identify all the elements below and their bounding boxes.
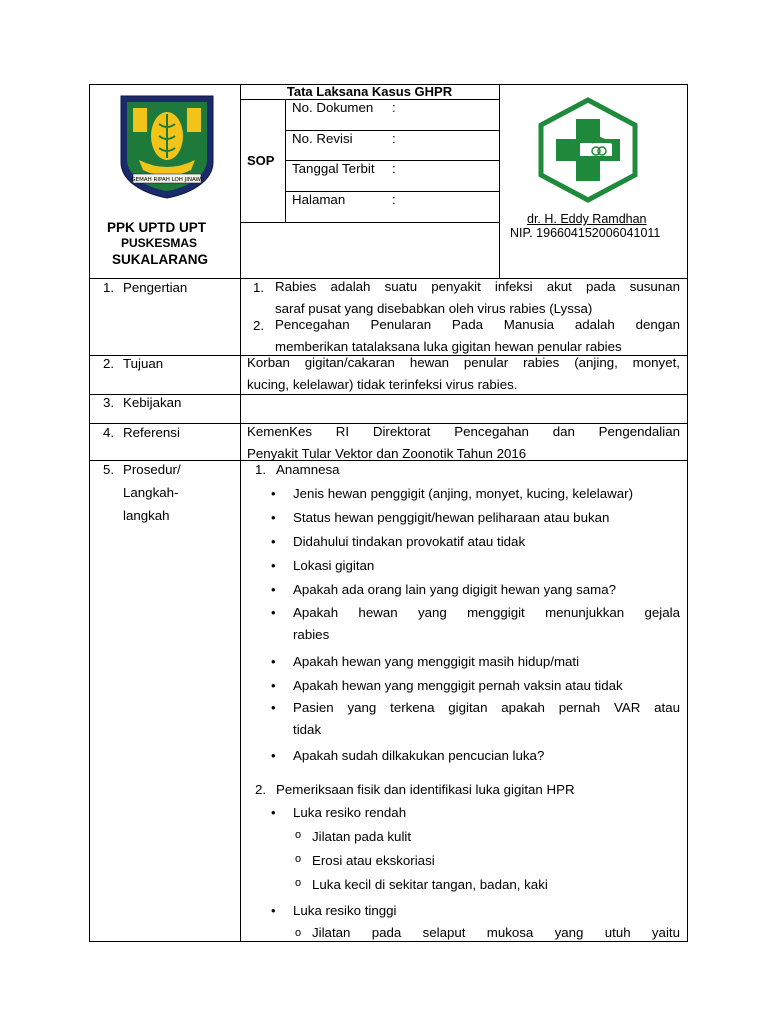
field-halaman (292, 192, 396, 207)
step-title-anamnesa: Anamnesa (276, 462, 340, 477)
text-line: tidak (293, 722, 322, 737)
row-label-prosedur: Prosedur/ (123, 462, 181, 477)
sub-list-item: o Luka kecil di sekitar tangan, badan, kaki (312, 877, 548, 892)
list-item: • Status hewan penggigit/hewan peliharaan atau bukan (293, 510, 609, 525)
text-line: o Jilatan pada selaput mukosa yang utuh yaitu (312, 925, 680, 940)
row-label-kebijakan: Kebijakan (123, 395, 182, 410)
table-border-right (687, 84, 688, 942)
field-no-revisi (292, 131, 396, 146)
step-number: 1. (255, 462, 267, 477)
field-no-dokumen (292, 100, 396, 115)
sub-list-item: o Jilatan pada kulit (312, 829, 411, 844)
text-line: Rabies adalah suatu penyakit infeksi akut pada susunan (275, 279, 680, 294)
list-item: • Luka resiko tinggi (293, 903, 396, 918)
signer-name: dr. H. Eddy Ramdhan (527, 212, 647, 226)
text-line: KemenKes RI Direktorat Pencegahan dan Pengendalian (247, 424, 680, 439)
text-line: Penyakit Tular Vektor dan Zoonotik Tahun 2016 (247, 446, 527, 461)
list-number: 2. (253, 318, 265, 333)
header-col-divider (499, 84, 500, 278)
table-border-left (89, 84, 90, 942)
text-line: kucing, kelelawar) tidak terinfeksi virus rabies. (247, 377, 518, 392)
field-tanggal-terbit (292, 161, 396, 176)
row-number: 4. (103, 425, 115, 440)
row-number: 1. (103, 280, 115, 295)
puskesmas-logo-icon (536, 97, 640, 203)
row-label-referensi: Referensi (123, 425, 180, 440)
field-separator: : (392, 100, 396, 115)
field-divider (240, 222, 499, 223)
text-line: • Apakah hewan yang menggigit menunjukkan gejala (293, 605, 680, 620)
list-item (293, 697, 680, 741)
list-item: • Didahului tindakan provokatif atau tidak (293, 534, 525, 549)
org-name-line2: PUSKESMAS (121, 236, 198, 250)
text-line: Korban gigitan/cakaran hewan penular rabies (anjing, monyet, (247, 355, 680, 370)
row-label-prosedur-3: langkah (123, 508, 170, 523)
row-label-prosedur-2: Langkah- (123, 485, 179, 500)
list-number: 1. (253, 280, 265, 295)
sub-list-item (312, 922, 680, 944)
list-item: • Lokasi gigitan (293, 558, 374, 573)
tujuan-text (247, 352, 680, 396)
field-label: No. Revisi (292, 131, 353, 146)
list-item: • Luka resiko rendah (293, 805, 406, 820)
field-label: Halaman (292, 192, 346, 207)
list-item (293, 602, 680, 646)
text-line: • Pasien yang terkena gigitan apakah pernah VAR atau (293, 700, 680, 715)
row-number: 3. (103, 395, 115, 410)
row-number: 5. (103, 462, 115, 477)
list-item: • Apakah ada orang lain yang digigit hewan yang sama? (293, 582, 616, 597)
emblem-motto: GEMAH RIPAH LOH JINAWI (131, 177, 203, 183)
step-number: 2. (255, 782, 267, 797)
document-title: Tata Laksana Kasus GHPR (286, 84, 453, 99)
field-label: No. Dokumen (292, 100, 374, 115)
referensi-text (247, 421, 680, 465)
org-name-line3: SUKALARANG (112, 252, 208, 267)
field-separator: : (392, 161, 396, 176)
regency-emblem-icon (119, 94, 215, 200)
signer-nip: NIP. 196604152006041011 (510, 226, 661, 240)
row-label-tujuan: Tujuan (123, 356, 164, 371)
list-item: • Apakah hewan yang menggigit pernah vaksin atau tidak (293, 678, 623, 693)
sop-label: SOP (247, 153, 275, 168)
org-name-line1: PPK UPTD UPT (107, 220, 207, 235)
table-col-divider (240, 84, 241, 942)
field-separator: : (392, 131, 396, 146)
field-label: Tanggal Terbit (292, 161, 375, 176)
field-separator: : (392, 192, 396, 207)
step-title-pemeriksaan: Pemeriksaan fisik dan identifikasi luka gigitan HPR (276, 782, 575, 797)
text-line: Pencegahan Penularan Pada Manusia adalah dengan (275, 317, 680, 332)
list-item: • Jenis hewan penggigit (anjing, monyet, kucing, kelelawar) (293, 486, 633, 501)
list-item: • Apakah sudah dilkakukan pencucian luka? (293, 748, 544, 763)
sub-list-item: o Erosi atau ekskoriasi (312, 853, 435, 868)
row-number: 2. (103, 356, 115, 371)
text-line: memberikan tatalaksana luka gigitan hewan penular rabies (275, 339, 622, 354)
text-line: saraf pusat yang disebabkan oleh virus rabies (Lyssa) (275, 301, 593, 316)
text-line: rabies (293, 627, 330, 642)
row-label-pengertian: Pengertian (123, 280, 188, 295)
list-item: • Apakah hewan yang menggigit masih hidup/mati (293, 654, 579, 669)
